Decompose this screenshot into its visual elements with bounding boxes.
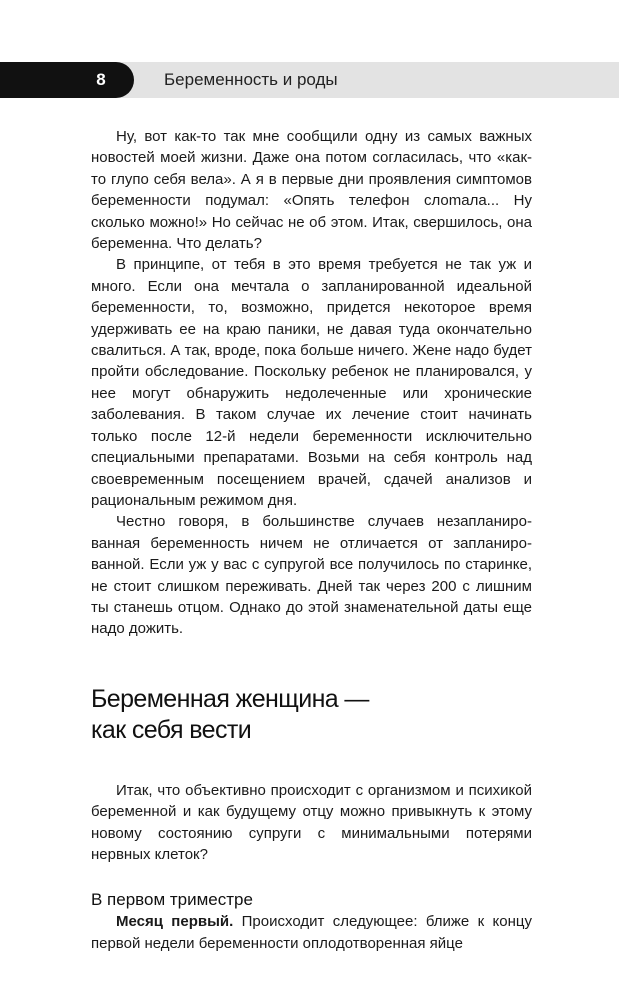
paragraph: [91, 911, 532, 954]
section-heading: [91, 684, 532, 746]
lead-text: Происходит следующее: ближе к концу первой недели беременности оплодотворенная яйце: [91, 913, 532, 952]
paragraph: Честно говоря, в большинстве случаев незапланированная беременность ничем не отличается от запланированной. Если уж у вас с супругой все получилось по старинке, не стоит слишком переживать. Дней так через 200 с лишним ты станешь отцом. Однако до этой знаменательной даты еще надо дожить.: [91, 513, 532, 638]
page-number: 8: [96, 70, 106, 89]
running-title: Беременность и роды: [164, 70, 338, 89]
section-intro: Итак, что объективно происходит с организмом и психикой беременной и как будущему отцу можно привыкнуть к этому новому состоянию супруги с минимальными потерями нервных клеток?: [91, 781, 532, 863]
paragraph: В принципе, от тебя в это время требуется не так уж и много. Если она мечтала о запланированной идеальной беременности, то, возможно, придется некоторое время удерживать ее на краю паники, не давая туда окончательно свалиться. А так, вроде, пока больше ничего. Жене надо будет пройти обследование. Поскольку ребенок не планировался, у нее могут обнаружить недолеченные или хронические заболевания. В таком случае их лечение стоит начинать только после 12-й недели беременности исключительно специальными препаратами. Возьми на себя контроль над своевременным посещением врачей, сдачей анализов и рациональным режимом дня.: [91, 256, 532, 509]
subsection-heading: В первом триместре: [91, 890, 253, 910]
page-body: [91, 126, 532, 954]
lead-bold-term: Месяц первый.: [116, 913, 234, 931]
section-heading-line: как себя вести: [91, 715, 252, 744]
section-heading-line: Беременная женщина —: [91, 684, 369, 713]
paragraph: Ну, вот как-то так мне сообщили одну из самых важных новостей моей жизни. Даже она потом согласилась, что «как-то глупо себя вела». А я в первые дни проявления симптомов беременности подумал: «Опять телефон слоmала... Ну сколько можно!» Но сейчас не об этом. Итак, свершилось, она беременна. Что делать?: [91, 128, 532, 253]
